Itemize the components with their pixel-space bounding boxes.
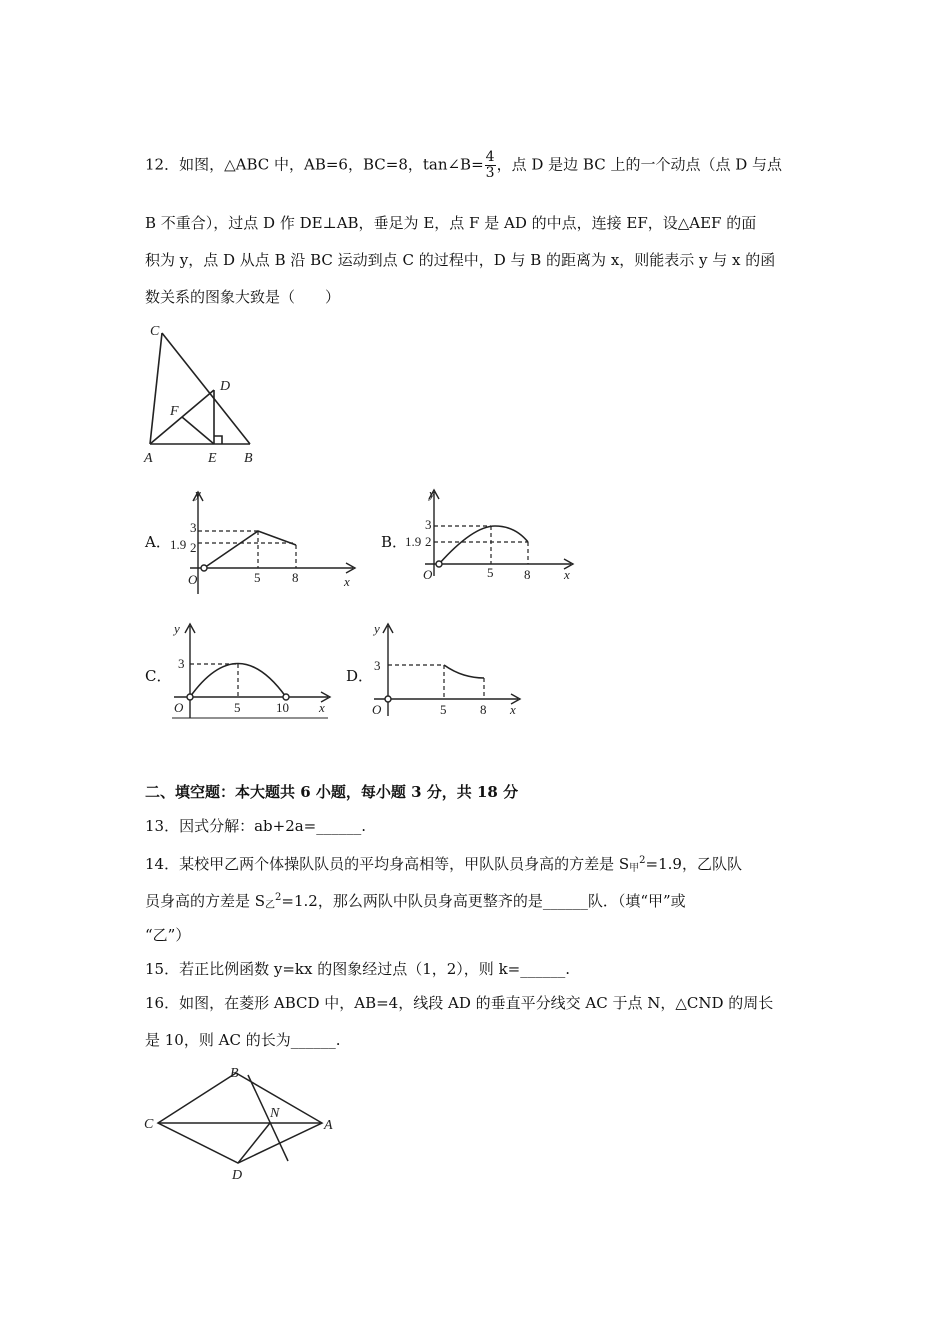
option-c-graph bbox=[168, 620, 338, 720]
label-B: B bbox=[244, 451, 253, 466]
label-E: E bbox=[208, 451, 217, 466]
y-tick-3: 3 bbox=[178, 656, 185, 671]
x-tick-5: 5 bbox=[440, 702, 447, 717]
label-D: D bbox=[232, 1168, 243, 1183]
q15-text: 15．若正比例函数 y=kx 的图象经过点（1，2），则 k=______. bbox=[145, 960, 570, 978]
y-axis-label: y bbox=[374, 621, 380, 636]
q12-line3: 积为 y，点 D 从点 B 沿 BC 运动到点 C 的过程中，D 与 B 的距离为 x，则能表示 y 与 x 的函 bbox=[145, 251, 776, 269]
q14-line3: “乙”） bbox=[145, 926, 191, 944]
x-axis-label: x bbox=[344, 574, 350, 589]
x-axis-label: x bbox=[319, 700, 325, 715]
option-c-label: C． bbox=[145, 667, 172, 685]
q14-superscript-2: 2 bbox=[275, 892, 282, 903]
label-B: B bbox=[230, 1066, 239, 1081]
fraction-numerator: 4 bbox=[485, 149, 495, 165]
x-axis-label: x bbox=[564, 567, 570, 582]
y-axis-label: y bbox=[174, 621, 180, 636]
fraction-denominator: 3 bbox=[485, 165, 495, 181]
q16-line2: 是 10，则 AC 的长为______. bbox=[145, 1031, 341, 1049]
option-d-label: D． bbox=[346, 667, 374, 685]
q14-line1 bbox=[145, 851, 742, 879]
label-C: C bbox=[150, 324, 160, 339]
q12-prefix: 12．如图，△ABC 中，AB=6，BC=8，tan∠B= bbox=[145, 155, 484, 174]
origin-label: O bbox=[174, 700, 184, 715]
q14-line2 bbox=[145, 888, 686, 916]
y-tick-3: 3 bbox=[374, 658, 381, 673]
x-tick-8: 8 bbox=[524, 567, 531, 582]
y-axis-label: y bbox=[429, 486, 435, 501]
origin-label: O bbox=[188, 572, 198, 587]
section-heading: 二、填空题：本大题共 6 小题，每小题 3 分，共 18 分 bbox=[145, 783, 519, 801]
option-d-graph bbox=[370, 620, 530, 720]
y-tick-3: 3 bbox=[190, 520, 197, 535]
option-a-graph bbox=[168, 486, 363, 601]
x-tick-8: 8 bbox=[480, 702, 487, 717]
q12-suffix: ，点 D 是边 BC 上的一个动点（点 D 与点 bbox=[496, 155, 783, 174]
label-C: C bbox=[144, 1117, 154, 1132]
y-tick-2: 2 bbox=[425, 534, 432, 549]
x-tick-5: 5 bbox=[487, 565, 494, 580]
y-axis-label: y bbox=[195, 486, 201, 501]
x-tick-5: 5 bbox=[234, 700, 241, 715]
x-tick-10: 10 bbox=[276, 700, 289, 715]
q14-line2-b: =1.2，那么两队中队员身高更整齐的是______队．（填“甲”或 bbox=[281, 892, 686, 910]
q12-fraction bbox=[485, 150, 496, 181]
q13-text: 13．因式分解：ab+2a=______. bbox=[145, 817, 367, 835]
q16-rhombus-figure bbox=[140, 1063, 340, 1183]
q14-line1-b: =1.9，乙队队 bbox=[645, 855, 742, 873]
y-tick-3: 3 bbox=[425, 517, 432, 532]
label-A: A bbox=[144, 451, 153, 466]
y-tick-1-9: 1.9 bbox=[405, 534, 422, 549]
option-a-label: A． bbox=[145, 533, 171, 551]
q14-line1-a: 14．某校甲乙两个体操队队员的平均身高相等，甲队队员身高的方差是 S bbox=[145, 855, 630, 873]
x-axis-label: x bbox=[510, 702, 516, 717]
q12-line4: 数关系的图象大致是（ ） bbox=[145, 288, 341, 306]
q14-subscript-jia: 甲 bbox=[629, 863, 640, 874]
q14-line2-a: 员身高的方差是 S bbox=[145, 892, 266, 910]
origin-label: O bbox=[423, 567, 433, 582]
label-F: F bbox=[170, 404, 179, 419]
y-tick-2: 2 bbox=[190, 540, 197, 555]
option-b-graph bbox=[403, 486, 583, 586]
q12-line1 bbox=[145, 150, 782, 181]
q14-superscript-1: 2 bbox=[639, 855, 646, 866]
label-D: D bbox=[220, 379, 231, 394]
q16-line1: 16．如图，在菱形 ABCD 中，AB=4，线段 AD 的垂直平分线交 AC 于点 N，△CND 的周长 bbox=[145, 994, 774, 1012]
q14-subscript-yi: 乙 bbox=[265, 900, 276, 911]
q12-line2: B 不重合），过点 D 作 DE⊥AB，垂足为 E，点 F 是 AD 的中点，连接 EF，设△AEF 的面 bbox=[145, 214, 757, 232]
x-tick-8: 8 bbox=[292, 570, 299, 585]
label-N: N bbox=[270, 1106, 280, 1121]
origin-label: O bbox=[372, 702, 382, 717]
x-tick-5: 5 bbox=[254, 570, 261, 585]
label-A: A bbox=[324, 1118, 333, 1133]
q12-triangle-figure bbox=[140, 318, 270, 468]
y-tick-1-9: 1.9 bbox=[170, 537, 187, 552]
option-b-label: B． bbox=[381, 533, 408, 551]
